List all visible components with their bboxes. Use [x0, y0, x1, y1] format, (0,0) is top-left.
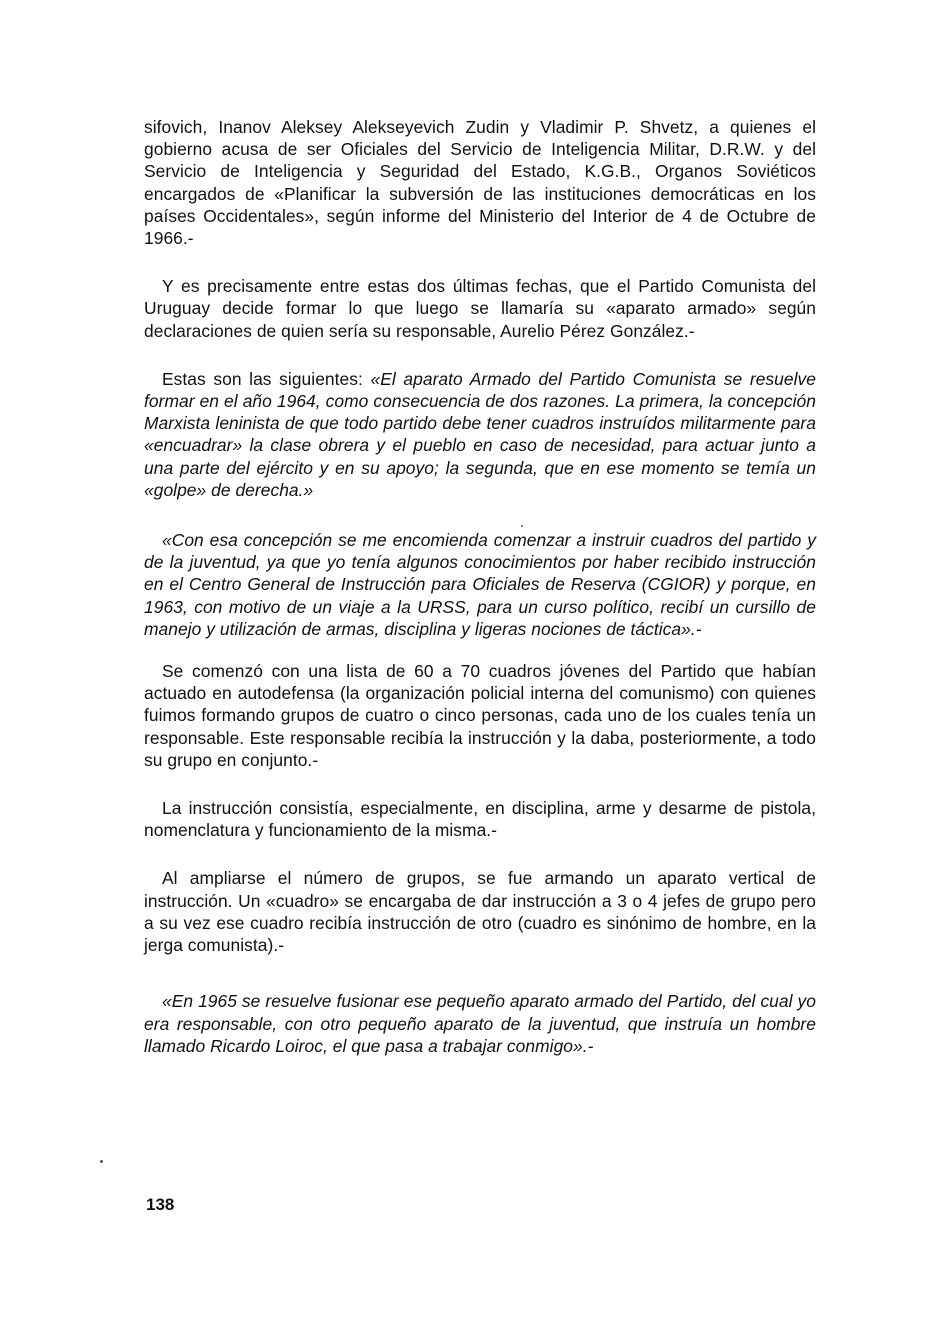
paragraph-3-quote: «El aparato Armado del Partido Comunista se resuelve formar en el año 1964, como consecuencia de dos razones. La primera, la concepción Marxista leninista de que todo partido debe tener cuadros instruídos militarmente para «encuadrar» la clase obrera y el pueblo en caso de necesidad, para actuar junto a una parte del ejército y en su apoyo; la segunda, que en ese momento se temía un «golpe» de derecha.» [144, 368, 816, 500]
paragraph-2: Y es precisamente entre estas dos últimas fechas, que el Partido Comunista del Uruguay decide formar lo que luego se llamaría su «aparato armado» según declaraciones de quien sería su responsable, Aurelio Pérez González.- [144, 276, 816, 341]
paragraph-3 [144, 368, 816, 501]
scan-speck [521, 525, 523, 527]
scan-speck [100, 1160, 103, 1163]
paragraph-6: La instrucción consistía, especialmente, en disciplina, arme y desarme de pistola, nomenclatura y funcionamiento de la misma.- [144, 798, 816, 841]
document-body [144, 116, 816, 1057]
paragraph-3-lead-in: Estas son las siguientes: [162, 368, 371, 389]
paragraph-8-quote: «En 1965 se resuelve fusionar ese pequeño aparato armado del Partido, del cual yo era responsable, con otro pequeño aparato de la juventud, que instruía un hombre llamado Ricardo Loiroc, el que pasa a trabajar conmigo».- [144, 991, 816, 1056]
paragraph-1: sifovich, Inanov Aleksey Alekseyevich Zudin y Vladimir P. Shvetz, a quienes el gobierno acusa de ser Oficiales del Servicio de Inteligencia Militar, D.R.W. y del Servicio de Inteligencia y Seguridad del Estado, K.G.B., Organos Soviéticos encargados de «Planificar la subversión de las instituciones democráticas en los países Occidentales», según informe del Ministerio del Interior de 4 de Octubre de 1966.- [144, 117, 816, 249]
page-number: 138 [146, 1195, 175, 1214]
paragraph-5: Se comenzó con una lista de 60 a 70 cuadros jóvenes del Partido que habían actuado en autodefensa (la organización policial interna del comunismo) con quienes fuimos formando grupos de cuatro o cinco personas, cada uno de los cuales tenía un responsable. Este responsable recibía la instrucción y la daba, posteriormente, a todo su grupo en conjunto.- [144, 661, 816, 770]
paragraph-4-quote: «Con esa concepción se me encomienda comenzar a instruir cuadros del partido y de la juventud, ya que yo tenía algunos conocimientos por haber recibido instrucción en el Centro General de Instrucción para Oficiales de Reserva (CGIOR) y porque, en 1963, con motivo de un viaje a la URSS, para un curso político, recibí un cursillo de manejo y utilización de armas, disciplina y ligeras nociones de táctica».- [144, 530, 816, 639]
paragraph-7: Al ampliarse el número de grupos, se fue armando un aparato vertical de instrucción. Un «cuadro» se encargaba de dar instrucción a 3 o 4 jefes de grupo pero a su vez ese cuadro recibía instrucción de otro (cuadro es sinónimo de hombre, en la jerga comunista).- [144, 868, 816, 956]
